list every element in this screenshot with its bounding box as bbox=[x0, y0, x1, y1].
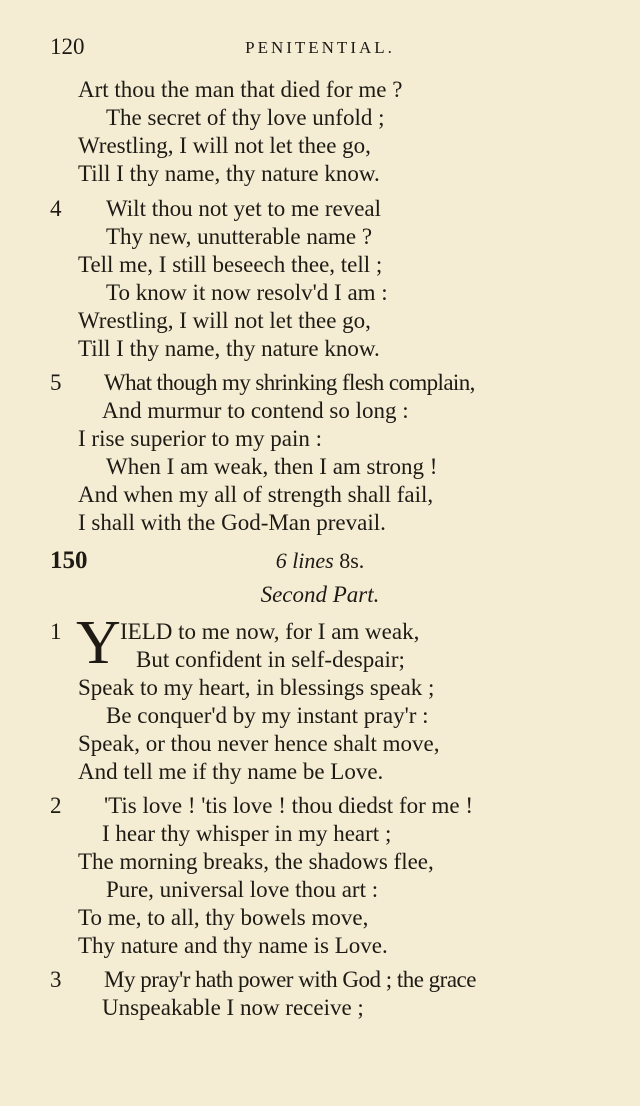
verse-line: I shall with the God-Man prevail. bbox=[78, 510, 386, 535]
verse-line: Till I thy name, thy nature know. bbox=[78, 336, 380, 361]
part-title: Second Part. bbox=[260, 582, 380, 607]
verse-line: Thy nature and thy name is Love. bbox=[78, 933, 388, 958]
verse-line: When I am weak, then I am strong ! bbox=[106, 454, 438, 479]
running-head: PENITENTIAL. bbox=[245, 38, 395, 57]
verse-line: And tell me if thy name be Love. bbox=[78, 759, 384, 784]
verse-line: To me, to all, thy bowels move, bbox=[78, 905, 369, 930]
verse-line: Wilt thou not yet to me reveal bbox=[106, 196, 382, 221]
verse-line: Till I thy name, thy nature know. bbox=[78, 161, 380, 186]
stanza-number: 4 bbox=[50, 196, 62, 221]
drop-cap: Y bbox=[76, 609, 121, 677]
verse-line: Wrestling, I will not let thee go, bbox=[78, 133, 371, 158]
stanza-number: 1 bbox=[50, 619, 62, 644]
stanza-number: 5 bbox=[50, 370, 62, 395]
verse-line: The morning breaks, the shadows flee, bbox=[78, 849, 434, 874]
meter-measure: 8s. bbox=[339, 548, 365, 573]
verse-line: Speak to my heart, in blessings speak ; bbox=[78, 675, 435, 700]
meter-lines: 6 lines bbox=[275, 548, 334, 573]
verse-line: I hear thy whisper in my heart ; bbox=[102, 821, 392, 846]
verse-line: But confident in self-despair; bbox=[136, 647, 405, 672]
verse-line: Art thou the man that died for me ? bbox=[78, 77, 403, 102]
verse-line: Be conquer'd by my instant pray'r : bbox=[106, 703, 429, 728]
verse-line: To know it now resolv'd I am : bbox=[106, 280, 388, 305]
verse-line: The secret of thy love unfold ; bbox=[106, 105, 385, 130]
stanza-number: 2 bbox=[50, 793, 62, 818]
verse-line: Tell me, I still beseech thee, tell ; bbox=[78, 252, 383, 277]
verse-line: IELD to me now, for I am weak, bbox=[120, 619, 420, 644]
verse-line: Pure, universal love thou art : bbox=[106, 877, 379, 902]
stanza-number: 3 bbox=[50, 967, 62, 992]
page-header bbox=[50, 34, 590, 64]
hymn-meter bbox=[0, 546, 640, 576]
verse-line: What though my shrinking flesh complain, bbox=[104, 370, 475, 395]
verse-line: I rise superior to my pain : bbox=[78, 426, 323, 451]
verse-line: Wrestling, I will not let thee go, bbox=[78, 308, 371, 333]
hymn-number: 150 bbox=[50, 547, 88, 574]
verse-line: 'Tis love ! 'tis love ! thou diedst for me ! bbox=[104, 793, 474, 818]
verse-line: And when my all of strength shall fail, bbox=[78, 482, 434, 507]
page-number: 120 bbox=[50, 34, 85, 59]
verse-line: And murmur to contend so long : bbox=[102, 398, 409, 423]
verse-line: Thy new, unutterable name ? bbox=[106, 224, 373, 249]
verse-line: Unspeakable I now receive ; bbox=[102, 995, 364, 1020]
verse-line: Speak, or thou never hence shalt move, bbox=[78, 731, 440, 756]
verse-line: My pray'r hath power with God ; the grace bbox=[104, 967, 476, 992]
